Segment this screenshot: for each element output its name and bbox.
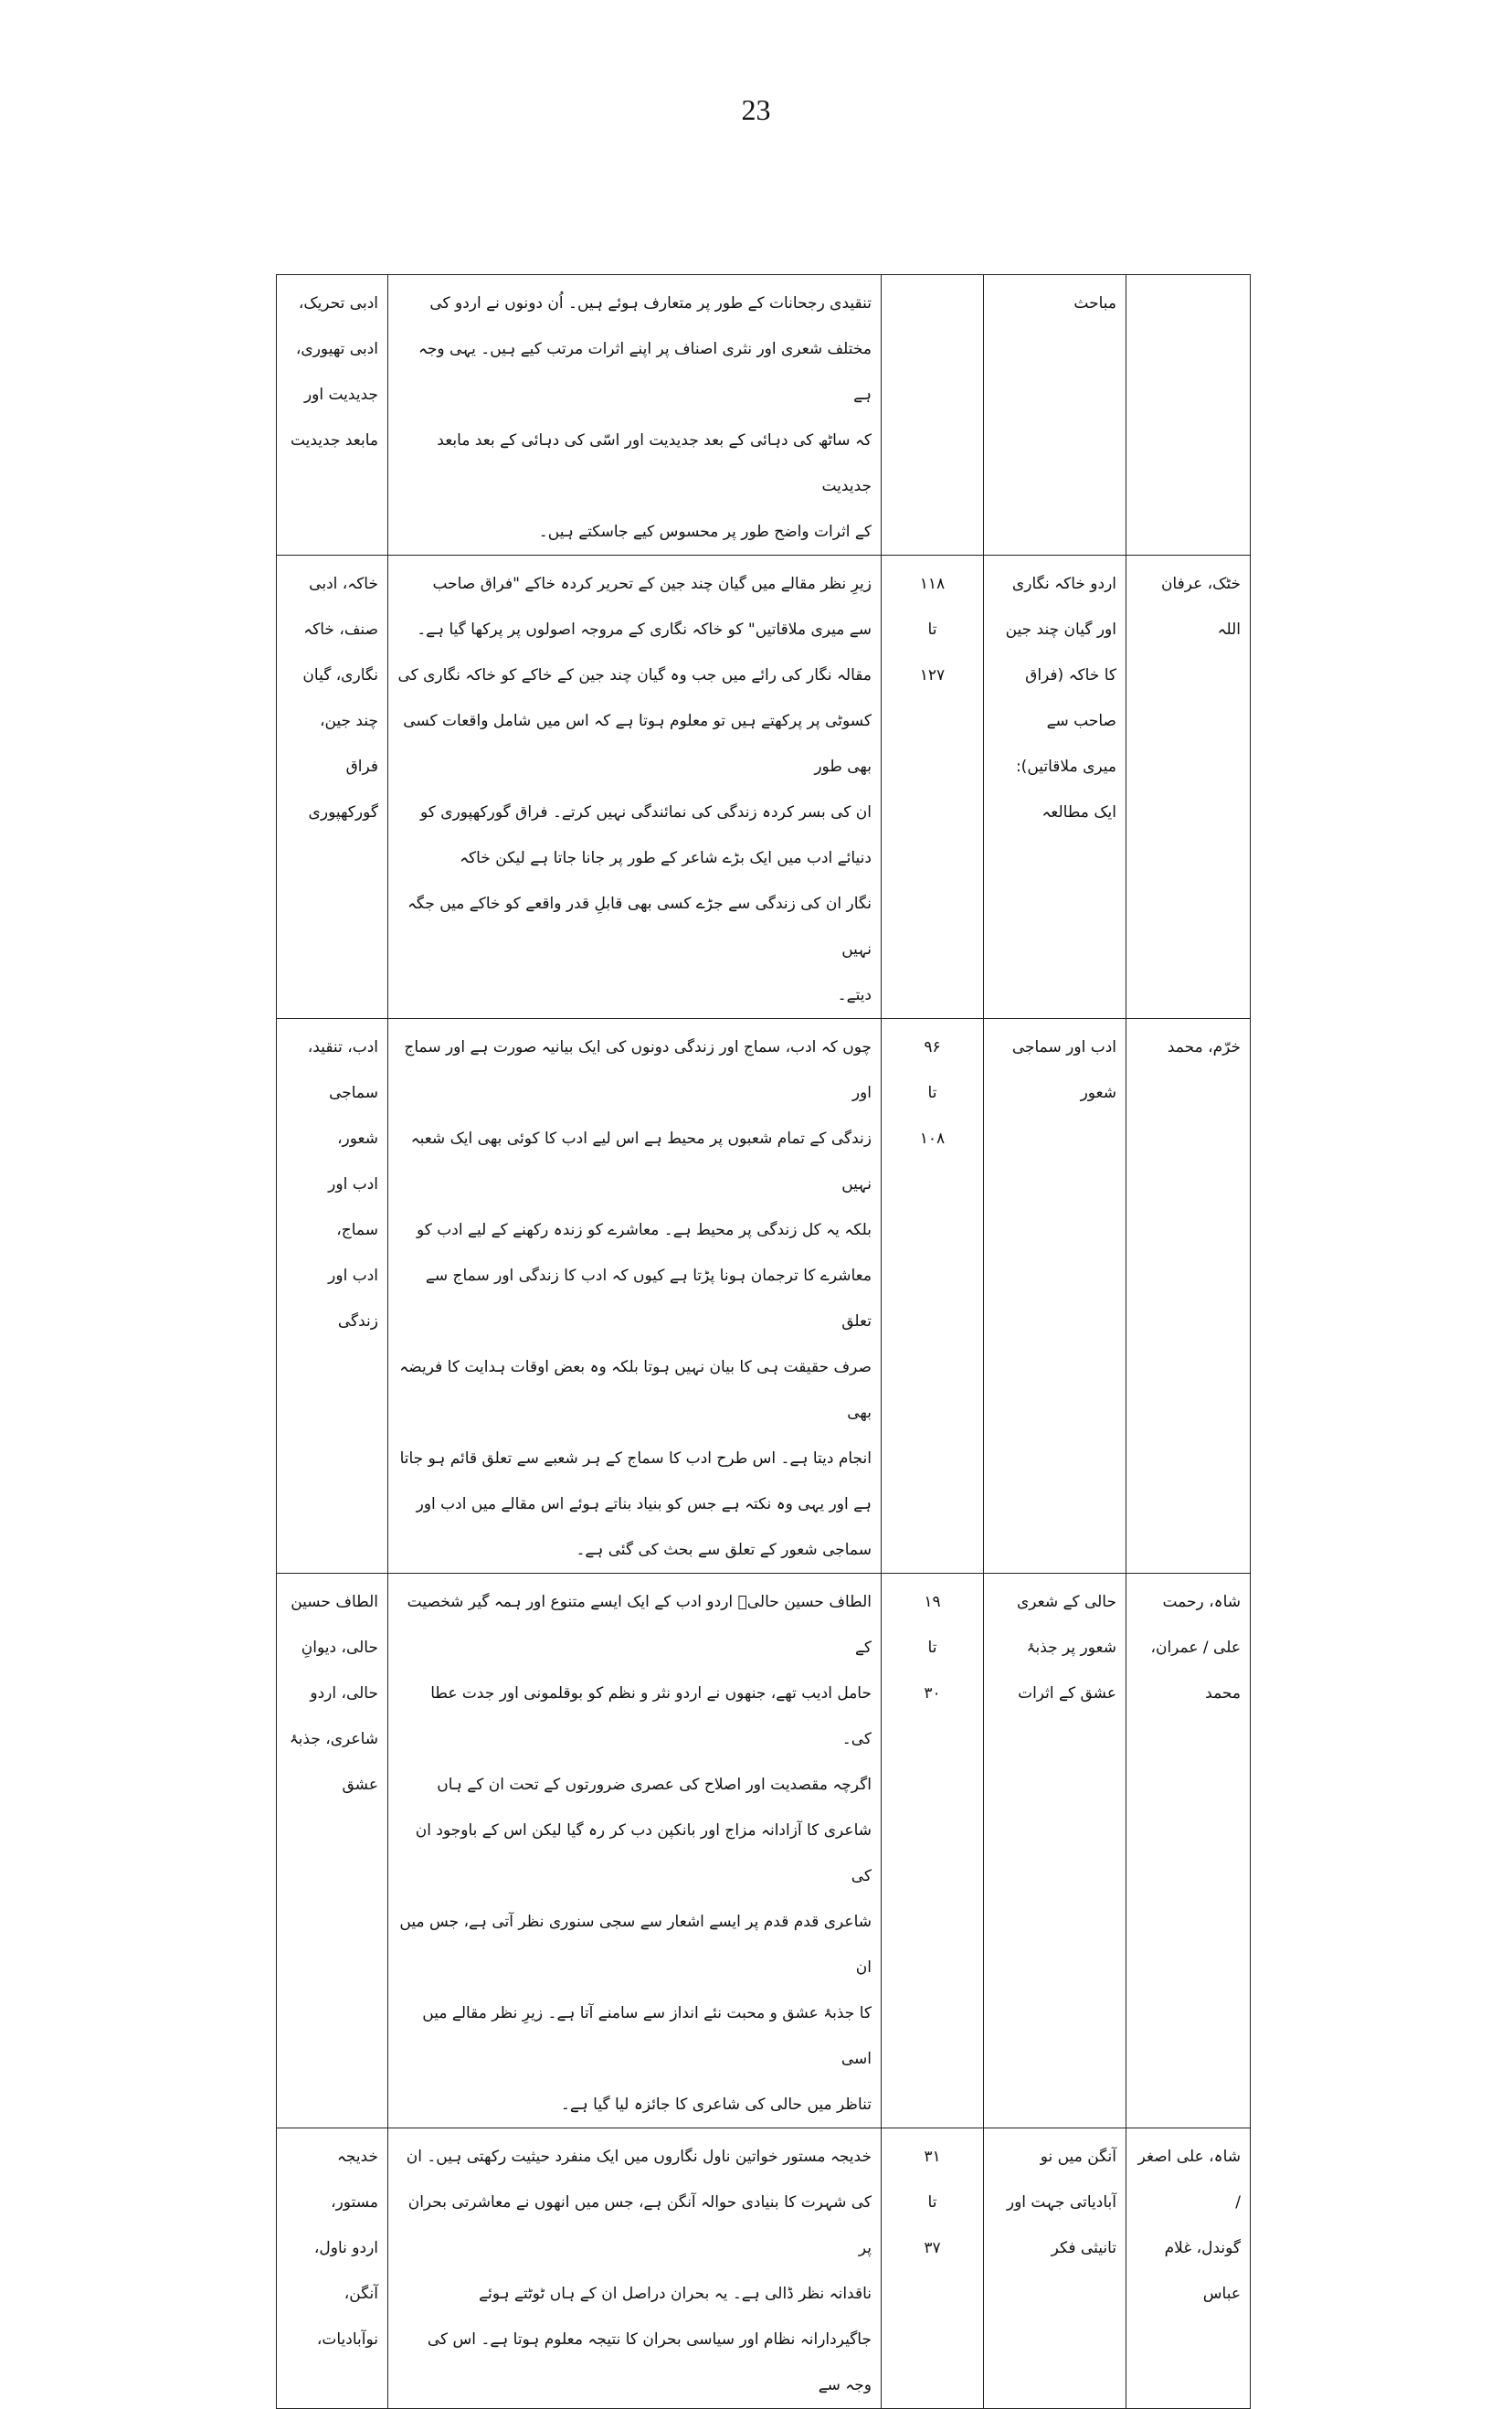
title-text: آنگن میں نو آبادیاتی جہت اور تانیثی فکر	[1006, 2148, 1116, 2257]
keywords-cell	[277, 556, 388, 1019]
page-number: 23	[741, 93, 771, 126]
pages-text: ۳۱ تا ۳۷	[924, 2148, 941, 2257]
author-cell	[1126, 1574, 1251, 2128]
index-table	[276, 274, 1251, 2409]
abstract-cell	[388, 275, 882, 556]
pages-cell	[882, 1574, 984, 2128]
keywords-cell	[277, 2128, 388, 2409]
keywords-text: ادب، تنقید، سماجی شعور، ادب اور سماج، ادب اور زندگی	[307, 1038, 378, 1331]
pages-cell	[882, 556, 984, 1019]
pages-cell	[882, 2128, 984, 2409]
abstract-text: خدیجہ مستور خواتین ناول نگاروں میں ایک منفرد حیثیت رکھتی ہیں۔ ان کی شہرت کا بنیادی حوالہ آنگن ہے، جس میں انھوں نے معاشرتی بحران پر ناقدانہ نظر ڈالی ہے۔ یہ بحران دراصل ان کے ہاں ٹوٹتے ہوئے جاگیردارانہ نظام اور سیاسی بحران کا نتیجہ معلوم ہوتا ہے۔ اس کی وجہ سے	[406, 2148, 872, 2394]
title-text: حالی کے شعری شعور پر جذبۂ عشق کے اثرات	[1016, 1593, 1116, 1703]
abstract-cell	[388, 1574, 882, 2128]
keywords-text: خاکہ، ادبی صنف، خاکہ نگاری، گیان چند جین، فراق گورکھپوری	[302, 575, 378, 822]
abstract-text: تنقیدی رجحانات کے طور پر متعارف ہوئے ہیں۔ اُن دونوں نے اردو کی مختلف شعری اور نثری اصناف پر اپنے اثرات مرتب کیے ہیں۔ یہی وجہ ہے کہ ساٹھ کی دہائی کے بعد جدیدیت اور اسّی کی دہائی کے بعد مابعد جدیدیت کے اثرات واضح طور پر محسوس کیے جاسکتے ہیں۔	[418, 294, 872, 541]
table-row	[277, 1019, 1251, 1574]
pages-text: ۹۶ تا ۱۰۸	[919, 1038, 946, 1148]
abstract-cell	[388, 2128, 882, 2409]
keywords-text: الطاف حسین حالی، دیوانِ حالی، اردو شاعری، جذبۂ عشق	[289, 1593, 378, 1794]
author-text: شاہ، علی اصغر / گوندل، غلام عباس	[1137, 2148, 1241, 2303]
table-row	[277, 275, 1251, 556]
title-cell	[984, 556, 1126, 1019]
pages-cell	[882, 1019, 984, 1574]
author-cell	[1126, 556, 1251, 1019]
title-cell	[984, 275, 1126, 556]
author-text: شاہ، رحمت علی / عمران، محمد	[1150, 1593, 1241, 1703]
abstract-cell	[388, 556, 882, 1019]
author-cell	[1126, 2128, 1251, 2409]
author-text: خرّم، محمد	[1167, 1038, 1241, 1056]
title-cell	[984, 1019, 1126, 1574]
pages-text: ۱۱۸ تا ۱۲۷	[919, 575, 946, 684]
title-cell	[984, 2128, 1126, 2409]
author-cell	[1126, 275, 1251, 556]
title-text: اردو خاکہ نگاری اور گیان چند جین کا خاکہ (فراق صاحب سے میری ملاقاتیں): ایک مطالعہ	[1005, 575, 1116, 822]
title-text: مباحث	[1073, 294, 1116, 313]
table-row	[277, 2128, 1251, 2409]
title-text: ادب اور سماجی شعور	[1011, 1038, 1116, 1102]
keywords-text: خدیجہ مستور، اردو ناول، آنگن، نوآبادیات،	[313, 2148, 378, 2349]
pages-cell	[882, 275, 984, 556]
title-cell	[984, 1574, 1126, 2128]
author-text: خٹک، عرفان اللہ	[1160, 575, 1241, 639]
keywords-text: ادبی تحریک، ادبی تھیوری، جدیدیت اور مابعد جدیدیت	[290, 294, 378, 450]
keywords-cell	[277, 1574, 388, 2128]
abstract-text: زیرِ نظر مقالے میں گیان چند جین کے تحریر کردہ خاکے "فراق صاحب سے میری ملاقاتیں" کو خاکہ نگاری کے مروجہ اصولوں پر پرکھا گیا ہے۔ مقالہ نگار کی رائے میں جب وہ گیان چند جین کے خاکے کو خاکہ نگاری کی کسوٹی پر پرکھتے ہیں تو معلوم ہوتا ہے کہ اس میں شامل واقعات کسی بھی طور ان کی بسر کردہ زندگی کی نمائندگی نہیں کرتے۔ فراق گورکھپوری کو دنیائے ادب میں ایک بڑے شاعر کے طور پر جانا جاتا ہے لیکن خاکہ نگار ان کی زندگی سے جڑے کسی بھی قابلِ قدر واقعے کو خاکے میں جگہ نہیں دیتے۔	[397, 575, 872, 1004]
abstract-text: الطاف حسین حالیؔ اردو ادب کے ایک ایسے متنوع اور ہمہ گیر شخصیت کے حامل ادیب تھے، جنھوں نے اردو نثر و نظم کو بوقلمونی اور جدت عطا کی۔ اگرچہ مقصدیت اور اصلاح کی عصری ضرورتوں کے تحت ان کے ہاں شاعری کا آزادانہ مزاج اور بانکپن دب کر رہ گیا لیکن اس کے باوجود ان کی شاعری قدم قدم پر ایسے اشعار سے سجی سنوری نظر آتی ہے، جس میں ان کا جذبۂ عشق و محبت نئے انداز سے سامنے آتا ہے۔ زیرِ نظر مقالے میں اسی تناظر میں حالی کی شاعری کا جائزہ لیا گیا ہے۔	[399, 1593, 872, 2114]
table-row	[277, 1574, 1251, 2128]
author-cell	[1126, 1019, 1251, 1574]
abstract-text: چوں کہ ادب، سماج اور زندگی دونوں کی ایک بیانیہ صورت ہے اور سماج اور زندگی کے تمام شعبوں پر محیط ہے اس لیے ادب کا کوئی بھی ایک شعبہ نہیں بلکہ یہ کل زندگی پر محیط ہے۔ معاشرے کو زندہ رکھنے کے لیے ادب کو معاشرے کا ترجمان ہونا پڑتا ہے کیوں کہ ادب کا زندگی اور سماج سے تعلق صرف حقیقت ہی کا بیان نہیں ہوتا بلکہ وہ بعض اوقات ہدایت کا فریضہ بھی انجام دیتا ہے۔ اس طرح ادب کا سماج کے ہر شعبے سے تعلق قائم ہو جاتا ہے اور یہی وہ نکتہ ہے جس کو بنیاد بناتے ہوئے اس مقالے میں ادب اور سماجی شعور کے تعلق سے بحث کی گئی ہے۔	[399, 1038, 872, 1559]
pages-text: ۱۹ تا ۳۰	[924, 1593, 941, 1703]
keywords-cell	[277, 275, 388, 556]
abstract-cell	[388, 1019, 882, 1574]
table-row	[277, 556, 1251, 1019]
keywords-cell	[277, 1019, 388, 1574]
